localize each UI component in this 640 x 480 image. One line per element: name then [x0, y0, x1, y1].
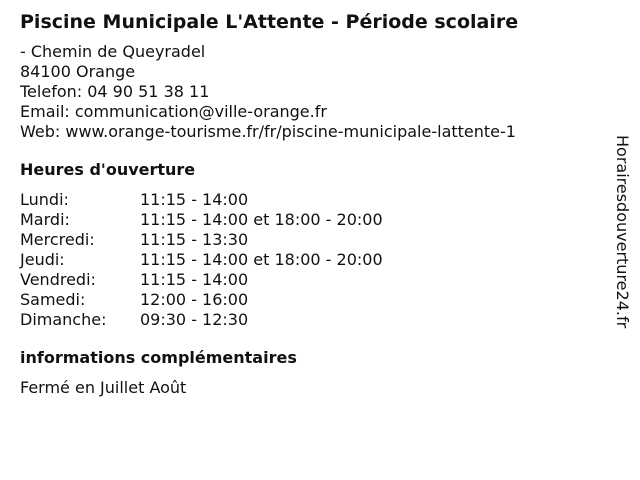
day-label: Lundi: [20, 190, 69, 209]
info-text: Fermé en Juillet Août [20, 378, 187, 397]
time-value: 11:15 - 14:00 et 18:00 - 20:00 [140, 210, 383, 229]
hours-table [20, 190, 600, 330]
site-watermark: Horairesdouverture24.fr [613, 135, 632, 329]
page-title: Piscine Municipale L'Attente - Période scolaire [20, 11, 519, 33]
address-email: Email: communication@ville-orange.fr [20, 102, 327, 121]
hours-row-tuesday [20, 210, 600, 230]
time-value: 09:30 - 12:30 [140, 310, 249, 329]
info-heading: informations complémentaires [20, 348, 297, 367]
day-label: Vendredi: [20, 270, 96, 289]
hours-row-sunday [20, 310, 600, 330]
time-value: 12:00 - 16:00 [140, 290, 249, 309]
address-city: 84100 Orange [20, 62, 136, 81]
day-label: Samedi: [20, 290, 86, 309]
hours-row-saturday [20, 290, 600, 310]
day-label: Jeudi: [20, 250, 65, 269]
time-value: 11:15 - 14:00 et 18:00 - 20:00 [140, 250, 383, 269]
hours-row-thursday [20, 250, 600, 270]
time-value: 11:15 - 14:00 [140, 190, 249, 209]
day-label: Dimanche: [20, 310, 107, 329]
day-label: Mardi: [20, 210, 70, 229]
hours-row-friday [20, 270, 600, 290]
address-web: Web: www.orange-tourisme.fr/fr/piscine-municipale-lattente-1 [20, 122, 516, 141]
address-phone: Telefon: 04 90 51 38 11 [20, 82, 210, 101]
listing-page [20, 10, 600, 398]
time-value: 11:15 - 13:30 [140, 230, 249, 249]
hours-heading: Heures d'ouverture [20, 160, 196, 179]
address-street: - Chemin de Queyradel [20, 42, 206, 61]
hours-row-wednesday [20, 230, 600, 250]
hours-row-monday [20, 190, 600, 210]
day-label: Mercredi: [20, 230, 95, 249]
address-block [20, 42, 600, 142]
time-value: 11:15 - 14:00 [140, 270, 249, 289]
